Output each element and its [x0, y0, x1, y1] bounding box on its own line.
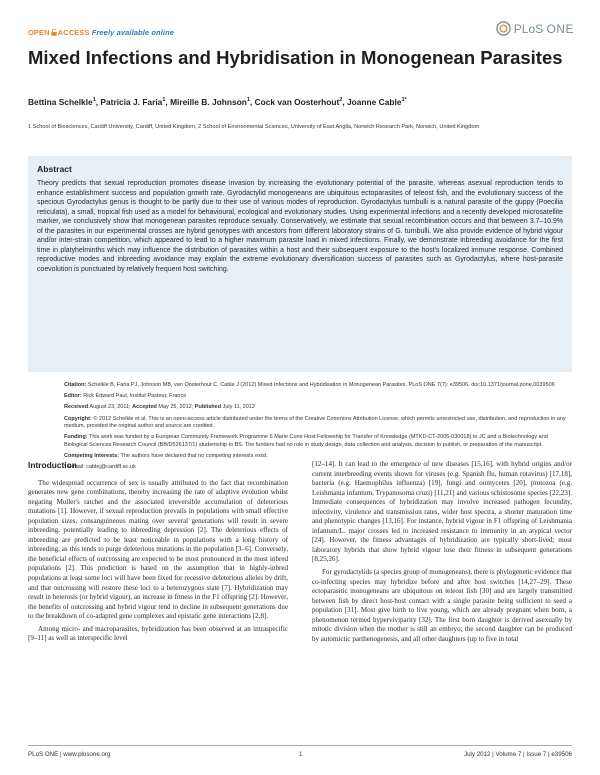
citation-text: Schelkle B, Faria PJ, Johnson MB, van Oosterhout C, Cable J (2012) Mixed Infections and Hybridisation in Monogenean Parasites. PLoS ONE 7(7): e39506. doi:10.1371/journal.pone.0039506: [87, 382, 555, 388]
abstract-box: [28, 156, 572, 372]
author-name: Bettina Schelkle: [28, 97, 93, 107]
author-name: Cock van Oosterhout: [254, 97, 340, 107]
dates-row: [64, 404, 570, 412]
received-date: August 23, 2011;: [89, 404, 131, 411]
author-name: Mireille B. Johnson: [170, 97, 247, 107]
corresponding-email: * E-mail: cablej@cardiff.ac.uk: [64, 464, 136, 471]
funding-label: Funding:: [64, 434, 88, 441]
author-affil: 1: [162, 97, 166, 104]
author-affil: 1: [246, 97, 250, 104]
footer-page-number: 1: [299, 751, 303, 758]
logo-one: ONE: [546, 21, 574, 36]
published-date: July 11, 2012: [222, 404, 255, 411]
oa-free-text: Freely available online: [91, 28, 175, 37]
body-paragraph: [12–14]. It can lead to the emergence of new diseases [15,16], with hybrid origins and/or current interbreeding events shown for viruses (e.g. Spanish flu, human rotavirus) [17,18], bacteria (e.g. Haemophilus influenza) [19], fungi and oomycetes [20], protozoa (e.g. Leishmania infantum, Trypanosoma cruzi) [11,21] and various schistosome species [22,23]. Immediate consequences of hybridization may involve increased pathogen fecundity, infectivity, virulence and transmission rates, wider host spectra, a shorter maturation time and phenotypic changes [13,16]. For instance, hybrid vigour in F1 offspring of Leishmania infantum/L. major crosses led to increased resistance to immunity in an atypical vector [24]. However, the fitness advantages of hybridization are typically short-lived; most laboratory hybrids that show hybrid vigour lose their fitness in subsequent generations [8,25,26].: [312, 460, 572, 564]
body-left-column: [28, 461, 288, 647]
footer-divider: [28, 745, 572, 746]
abstract-text: Theory predicts that sexual reproduction promotes disease invasion by increasing the evolutionary potential of the parasite, whereas asexual reproduction tends to enhance establishment success and population growth rate. Gyrodactylid monogeneans are ubiquitous ectoparasites of teleost fish, and the evolutionary success of the specious Gyrodactylus genus is thought to be partly due to their use of various modes of reproduction. Gyrodactylus turnbulli is a natural parasite of the guppy (Poecilia reticulata), a small, tropical fish used as a model for behavioural, ecological and evolutionary studies. Using experimental infections and a recently developed microsatellite marker, we conclusively show that monogenean parasites reproduce sexually. Conservatively, we estimate that sexual recombination occurs and that between 3.7–10.9% of the parasites in our experimental crosses are hybrid genotypes with ancestors from different laboratory strains of G. turnbulli. We also provide evidence of hybrid vigour and/or inter-strain competition, which appeared to lead to a higher maximum parasite load in mixed infections. Finally, we demonstrate inbreeding avoidance for the first time in platyhelminths which may influence the distribution of parasites within a host and their subsequent exposure to the host's localized immune response. Combined reproductive modes and inbreeding avoidance may explain the extreme evolutionary diversification success of parasites such as Gyrodactylus, where host-parasite coevolution is punctuated by relatively frequent host switching.: [37, 180, 563, 273]
copyright-text: © 2012 Schelkle et al. This is an open-access article distributed under the terms of the Creative Commons Attribution License, which permits unrestricted use, distribution, and reproduction in any medium, provided the original author and source are credited.: [64, 415, 566, 430]
plos-one-logo: [496, 21, 574, 36]
introduction-heading: Introduction: [28, 460, 77, 470]
affiliations: 1 School of Biosciences, Cardiff University, Cardiff, United Kingdom, 2 School of Environmental Sciences, University of East Anglia, Norwich Research Park, Norwich, United Kingdom: [28, 124, 480, 130]
paper-title: Mixed Infections and Hybridisation in Monogenean Parasites: [28, 47, 563, 68]
footer-journal: PLoS ONE | www.plosone.org: [28, 751, 111, 758]
copyright-label: Copyright:: [64, 415, 92, 422]
oa-access-text: ACCESS: [57, 28, 90, 37]
author-name: Joanne Cable: [347, 97, 402, 107]
received-label: Received: [64, 404, 89, 411]
body-paragraph: For gyrodactylids (a species group of monogeneans), there is phylogenetic evidence that co-infecting species may hybridize before and after host switches [14,27–29]. These ectoparasitic monogeneans are ubiquitous on teleost fish [30] and are largely transmitted between fish by direct host-host contact with a single parasite being sufficient to seed a population [31]. Most give birth to live young, which are already pregnant when born, a phenomenon termed hyperviviparity [32]. The first born daughter is derived asexually by mitotic division when the mother is still an embryo; the second daughter can be produced by automictic parthenogenesis, and all other daughters (up to five in total: [312, 568, 572, 643]
open-lock-icon: [51, 29, 57, 36]
body-right-column: [312, 460, 572, 647]
editor-text: Rick Edward Paul, Institut Pasteur, France: [83, 393, 187, 400]
accepted-label: Accepted: [132, 404, 157, 411]
funding-text: This work was funded by a European Community Framework Programme 6 Marie Curie Host Fellowship for Transfer of Knowledge (MTKD-CT-2005-030018) to JC and a Biotechnology and Biological Sciences Research Council (BB/D526137/1) studentship to BS. The funders had no role in study design, data collection and analysis, decision to publish, or preparation of the manuscript.: [64, 434, 548, 448]
competing-text: The authors have declared that no competing interests exist.: [120, 453, 268, 460]
author-name: Patricia J. Faria: [100, 97, 163, 107]
author-list: Bettina Schelkle$^1$, Patricia J. Faria$^1$, Mireille B. Johnson$^1$, Cock van Oosterhout$^2$, Joanne Cable$^{1*}$: [28, 97, 407, 107]
citation-label: Citation:: [64, 382, 87, 388]
published-label: Published: [194, 404, 222, 411]
author-affil: 2: [339, 97, 343, 104]
footer-issue: July 2012 | Volume 7 | Issue 7 | e39506: [463, 751, 572, 758]
copyright-row: [64, 416, 570, 431]
abstract-heading: Abstract: [37, 164, 72, 174]
plos-logo-icon: [496, 21, 511, 36]
oa-open-text: OPEN: [28, 28, 50, 37]
logo-text: PLoS: [513, 21, 544, 36]
competing-label: Competing Interests:: [64, 453, 120, 460]
body-paragraph: Among micro- and macroparasites, hybridization has been observed at an intraspecific [9–11] as well as interspecific level: [28, 624, 288, 643]
editor-row: [64, 393, 570, 401]
funding-row: [64, 434, 570, 449]
author-affil: 1*: [401, 97, 407, 104]
body-paragraph: The widespread occurrence of sex is usually attributed to the fact that recombination generates new gene combinations, thereby increasing the rate of adaptive evolution whilst negating Muller's ratchet and the associated irreversible accumulation of deleterious mutations [1]. However, if sexual reproduction prevails in populations with small effective population sizes, consanguineous mating over several generations will result in severe inbreeding, potentially leading to inbreeding depression [2]. The deleterious effects of inbreeding are predicted to be least noticeable in populations with a long history of inbreeding, as this tends to purge deleterious mutations in the population [3–6]. Conversely, the beneficial effects of outcrossing are expected to be most pronounced in the most inbred populations [2]. This prediction is based on the assumption that in highly-inbred populations at least some loci will have been fixed for recessive deleterious alleles by drift, and that outcrossing will restore these loci to a heterozygous state [7]. Hybridization may result in heterosis (or hybrid vigour), an increase in fitness in the F1 offspring [2]. However, the benefits of outcrossing and hybrid vigour tend to decline in subsequent generations due to the breakdown of co-adapted gene complexes and epistatic gene interactions [2,8].: [28, 478, 288, 621]
citation-row: [64, 382, 570, 390]
accepted-date: May 25, 2012;: [158, 404, 194, 411]
author-affil: 1: [92, 97, 96, 104]
editor-label: Editor:: [64, 393, 82, 400]
open-access-badge: [28, 28, 174, 37]
